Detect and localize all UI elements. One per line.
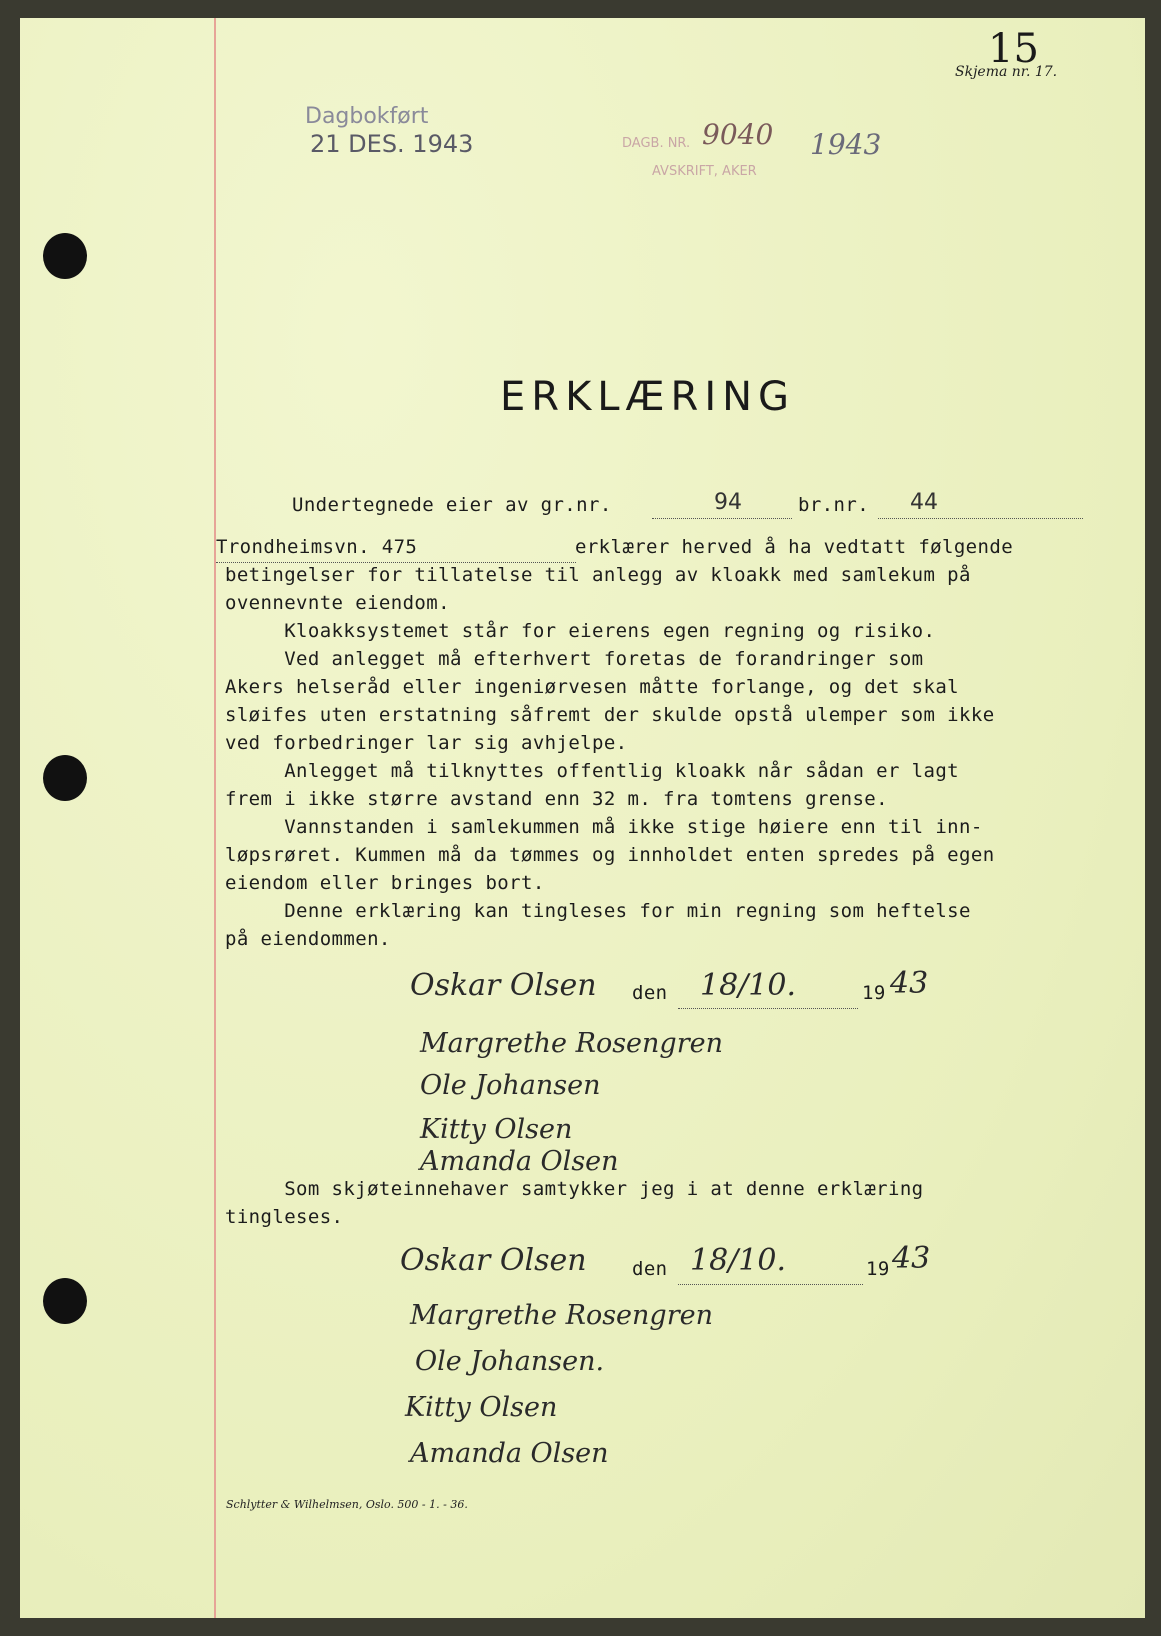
gr-nr-value: 94 [714,490,742,515]
body-line: eiendom eller bringes bort. [225,872,545,894]
consent-text: Som skjøteinnehaver samtykker jeg i at denne erklæring [225,1178,924,1200]
body-line: betingelser for tillatelse til anlegg av kloakk med samlekum på [225,564,971,586]
stamp-dagbokfort: Dagbokført [305,104,429,129]
year-prefix: 19 [862,982,886,1004]
den-label: den [632,1258,668,1280]
year-suffix: 43 [890,966,929,1001]
year-prefix: 19 [866,1258,890,1280]
body-line: frem i ikke større avstand enn 32 m. fra tomtens grense. [225,788,888,810]
schema-number: Skjema nr. 17. [955,64,1058,80]
punch-hole-middle [43,755,87,801]
br-nr-line [878,518,1083,519]
body-line: Akers helseråd eller ingeniørvesen måtte forlange, og det skal [225,676,960,698]
signature-signer: Oskar Olsen [400,1243,587,1278]
body-line: ved forbedringer lar sig avhjelpe. [225,732,628,754]
witness-signature: Kitty Olsen [405,1392,558,1423]
stamp-dagb-number: 9040 [702,118,774,151]
signature-date: 18/10. [690,1243,786,1278]
body-line: Anlegget må tilknyttes offentlig kloakk når sådan er lagt [225,760,960,782]
br-nr-label: br.nr. [798,494,870,516]
body-line: Denne erklæring kan tingleses for min regning som heftelse [225,900,971,922]
address-line [216,562,576,563]
date-line [678,1008,858,1009]
gr-nr-line [652,518,792,519]
witness-signature: Amanda Olsen [410,1438,609,1469]
witness-signature: Ole Johansen [420,1070,601,1101]
witness-signature: Amanda Olsen [420,1146,619,1177]
address-value: Trondheimsvn. 475 [216,536,418,558]
body-line: løpsrøret. Kummen må da tømmes og innholdet enten spredes på egen [225,844,995,866]
stamp-date: 21 DES. 1943 [310,130,474,158]
witness-signature: Ole Johansen. [415,1346,605,1377]
declaration-text: erklærer herved å ha vedtatt følgende [575,536,1014,558]
document-page [20,18,1145,1618]
intro-text: Undertegnede eier av gr.nr. [292,494,612,516]
den-label: den [632,982,668,1004]
stamp-dagb-year: 1943 [810,128,882,161]
witness-signature: Margrethe Rosengren [410,1300,713,1331]
signature-signer: Oskar Olsen [410,968,597,1003]
consent-text: tingleses. [225,1206,344,1228]
stamp-avskrift: AVSKRIFT, AKER [652,164,757,179]
body-line: Vannstanden i samlekummen må ikke stige høiere enn til inn- [225,816,983,838]
stamp-dagb-prefix: DAGB. NR. [622,136,691,151]
punch-hole-bottom [43,1278,87,1324]
signature-date: 18/10. [700,968,796,1003]
body-line: Kloakksystemet står for eierens egen regning og risiko. [225,620,936,642]
date-line [678,1284,863,1285]
witness-signature: Kitty Olsen [420,1114,573,1145]
witness-signature: Margrethe Rosengren [420,1028,723,1059]
punch-hole-top [43,233,87,279]
body-line: Ved anlegget må efterhvert foretas de forandringer som [225,648,924,670]
page-number: 15 [988,26,1039,72]
br-nr-value: 44 [910,490,938,515]
body-line: ovennevnte eiendom. [225,592,450,614]
printer-imprint: Schlytter & Wilhelmsen, Oslo. 500 - 1. - 36. [226,1498,468,1511]
body-line: på eiendommen. [225,928,391,950]
margin-rule [214,18,216,1618]
body-line: sløifes uten erstatning såfremt der skulde opstå ulemper som ikke [225,704,995,726]
year-suffix: 43 [892,1241,931,1276]
document-title: ERKLÆRING [500,374,796,420]
